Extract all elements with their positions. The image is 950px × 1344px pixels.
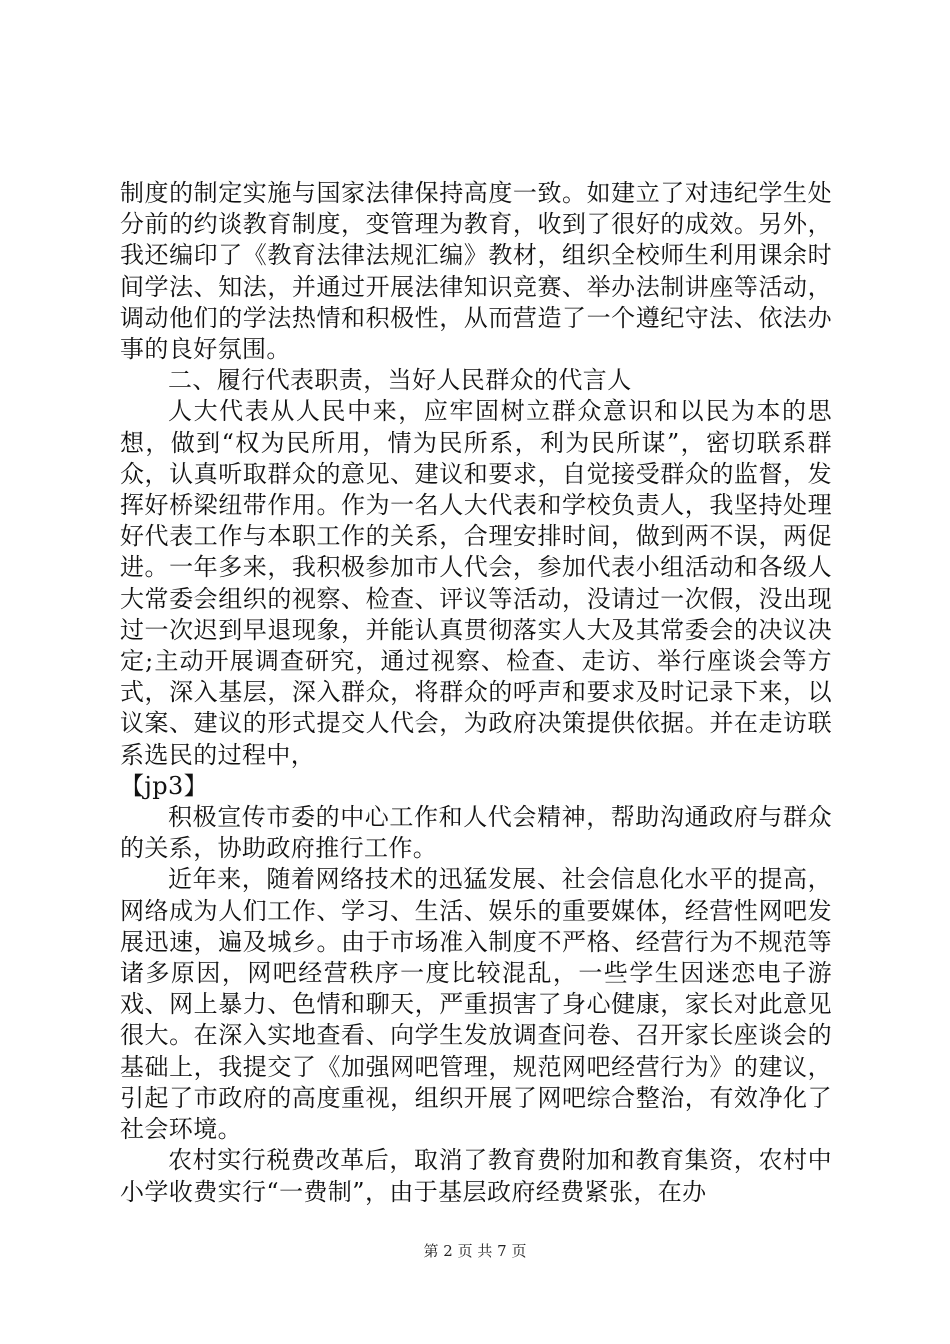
page-number-footer: 第 2 页 共 7 页 xyxy=(423,1242,527,1260)
paragraph: 人大代表从人民中来，应牢固树立群众意识和以民为本的思想，做到“权为民所用，情为民所系，利为民所谋”，密切联系群众，认真听取群众的意见、建议和要求，自觉接受群众的监督，发挥好桥梁纽带作用。作为一名人大代表和学校负责人，我坚持处理好代表工作与本职工作的关系，合理安排时间，做到两不误，两促进。一年多来，我积极参加市人代会，参加代表小组活动和各级人大常委会组织的视察、检查、评议等活动，没请过一次假，没出现过一次迟到早退现象，并能认真贯彻落实人大及其常委会的决议决定;主动开展调查研究，通过视察、检查、走访、举行座谈会等方式，深入基层，深入群众，将群众的呼声和要求及时记录下来，以议案、建议的形式提交人代会，为政府决策提供依据。并在走访联系选民的过程中， xyxy=(120,397,832,769)
document-body xyxy=(120,178,832,1208)
paragraph-marker: 【jp3】 xyxy=(120,771,209,800)
paragraph: 农村实行税费改革后，取消了教育费附加和教育集资，农村中小学收费实行“一费制”，由于基层政府经费紧张，在办 xyxy=(120,1146,832,1206)
paragraph: 积极宣传市委的中心工作和人代会精神，帮助沟通政府与群众的关系，协助政府推行工作。 xyxy=(120,803,832,863)
section-heading: 二、履行代表职责，当好人民群众的代言人 xyxy=(168,366,632,395)
paragraph: 近年来，随着网络技术的迅猛发展、社会信息化水平的提高，网络成为人们工作、学习、生活、娱乐的重要媒体，经营性网吧发展迅速，遍及城乡。由于市场准入制度不严格、经营行为不规范等诸多原因，网吧经营秩序一度比较混乱，一些学生因迷恋电子游戏、网上暴力、色情和聊天，严重损害了身心健康，家长对此意见很大。在深入实地查看、向学生发放调查问卷、召开家长座谈会的基础上，我提交了《加强网吧管理，规范网吧经营行为》的建议，引起了市政府的高度重视，组织开展了网吧综合整治，有效净化了社会环境。 xyxy=(120,865,832,1144)
paragraph: 制度的制定实施与国家法律保持高度一致。如建立了对违纪学生处分前的约谈教育制度，变管理为教育，收到了很好的成效。另外，我还编印了《教育法律法规汇编》教材，组织全校师生利用课余时间学法、知法，并通过开展法律知识竞赛、举办法制讲座等活动，调动他们的学法热情和积极性，从而营造了一个遵纪守法、依法办事的良好氛围。 xyxy=(120,179,832,364)
